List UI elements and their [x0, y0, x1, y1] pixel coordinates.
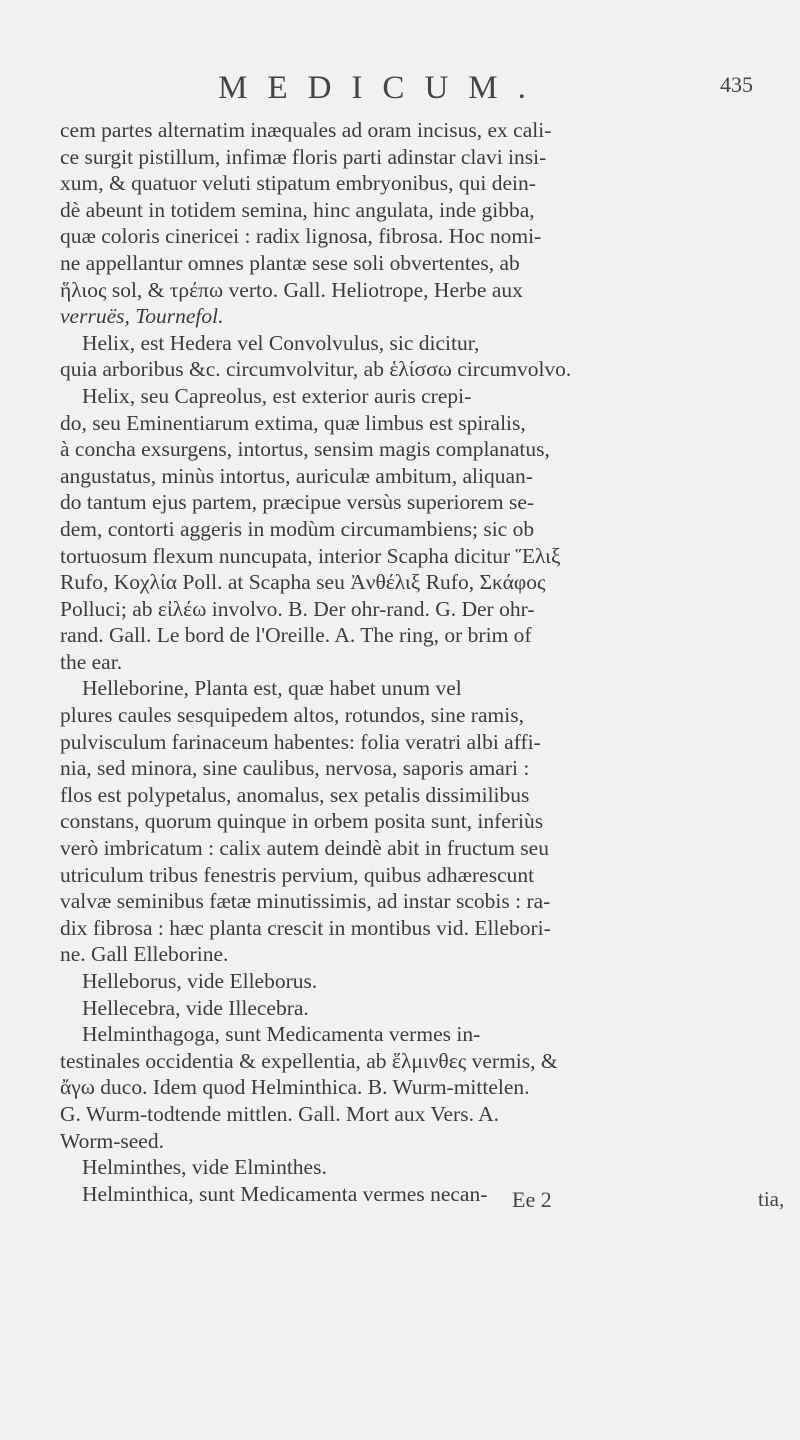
entry-hellecebra: Hellecebra, vide Illecebra. [82, 995, 309, 1020]
text-line: the ear. [60, 649, 123, 674]
text-line: constans, quorum quinque in orbem posita sunt, inferiùs [60, 809, 544, 834]
text-line: quia arboribus &c. circumvolvitur, ab ἑλίσσω circumvolvo. [60, 357, 572, 382]
text-line: pulvisculum farinaceum habentes: folia veratri albi affi- [60, 729, 541, 754]
entry-helix-capreolus: Helix, seu Capreolus, est exterior auris crepi- [82, 383, 472, 408]
text-line: nia, sed minora, sine caulibus, nervosa, saporis amari : [60, 756, 530, 781]
text-line: plures caules sesquipedem altos, rotundos, sine ramis, [60, 703, 524, 728]
dictionary-text [60, 117, 796, 1207]
entry-helleborus: Helleborus, vide Elleborus. [82, 969, 318, 993]
entry-helminthagoga: Helminthagoga, sunt Medicamenta vermes in- [82, 1022, 481, 1047]
text-line: dè abeunt in totidem semina, hinc angulata, inde gibba, [60, 197, 535, 222]
text-line: Rufo, Κοχλία Poll. at Scapha seu Ἀνθέλιξ Rufo, Σκάφος [60, 570, 546, 595]
text-line: utriculum tribus fenestris pervium, quibus adhærescunt [60, 862, 535, 887]
entry-helminthes: Helminthes, vide Elminthes. [82, 1155, 327, 1180]
text-line: Worm-seed. [60, 1128, 164, 1153]
text-line: tortuosum flexum nuncupata, interior Scapha dicitur Ἕλιξ [60, 543, 561, 568]
text-line: do tantum ejus partem, præcipue versùs superiorem se- [60, 490, 535, 515]
running-head: MEDICUM. [218, 70, 546, 106]
text-line: ce surgit pistillum, infimæ floris parti adinstar clavi insi- [60, 144, 547, 169]
text-line: verò imbricatum : calix autem deindè abit in fructum seu [60, 836, 549, 861]
text-line: quæ coloris cinericei : radix lignosa, fibrosa. Hoc nomi- [60, 224, 542, 249]
text-line: flos est polypetalus, anomalus, sex petalis dissimilibus [60, 782, 530, 807]
entry-helix-hedera: Helix, est Hedera vel Convolvulus, sic dicitur, [82, 330, 480, 355]
text-line: ἄγω duco. Idem quod Helminthica. B. Wurm-mittelen. [60, 1075, 530, 1100]
text-line: à concha exsurgens, intortus, sensim magis complanatus, [60, 437, 550, 462]
text-line: valvæ seminibus fætæ minutissimis, ad instar scobis : ra- [60, 889, 551, 914]
text-line: dem, contorti aggeris in modùm circumambiens; sic ob [60, 516, 535, 541]
text-line: ne appellantur omnes plantæ sese soli obvertentes, ab [60, 250, 520, 275]
entry-helleborine: Helleborine, Planta est, quæ habet unum vel [82, 676, 462, 701]
text-line: angustatus, minùs intortus, auriculæ ambitum, aliquan- [60, 463, 533, 488]
text-line: xum, & quatuor veluti stipatum embryonibus, qui dein- [60, 171, 536, 196]
text-line: verruës, Tournefol. [60, 304, 224, 329]
text-line: do, seu Eminentiarum extima, quæ limbus est spiralis, [60, 410, 526, 435]
text-line: testinales occidentia & expellentia, ab ἕλμινθες vermis, & [60, 1048, 558, 1073]
text-line: ne. Gall Elleborine. [60, 942, 229, 967]
signature-mark: Ee 2 [512, 1187, 552, 1212]
text-line: G. Wurm-todtende mittlen. Gall. Mort aux Vers. A. [60, 1101, 500, 1126]
page-number: 435 [720, 72, 753, 97]
catchword: tia, [758, 1187, 785, 1211]
entry-helminthica: Helminthica, sunt Medicamenta vermes necan- [82, 1181, 488, 1206]
text-line: rand. Gall. Le bord de l'Oreille. A. The ring, or brim of [60, 623, 532, 648]
text-line: ἥλιος sol, & τρέπω verto. Gall. Heliotrope, Herbe aux [60, 277, 523, 302]
text-line: cem partes alternatim inæquales ad oram incisus, ex cali- [60, 118, 552, 142]
text-line: Polluci; ab εἰλέω involvo. B. Der ohr-rand. G. Der ohr- [60, 596, 535, 621]
text-line: dix fibrosa : hæc planta crescit in montibus vid. Ellebori- [60, 915, 551, 940]
